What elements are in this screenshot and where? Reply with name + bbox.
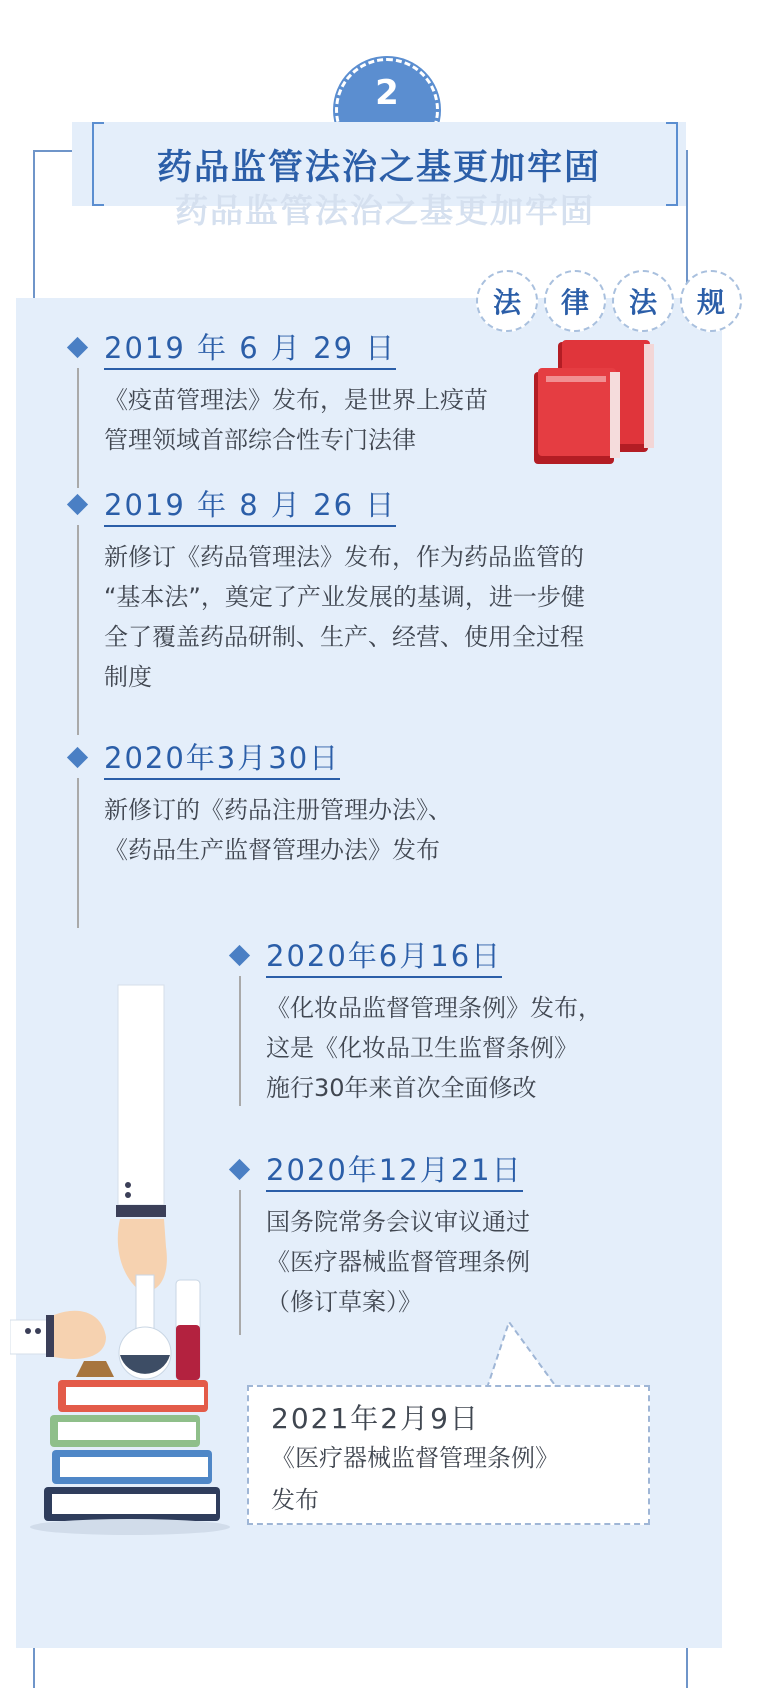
page-title: 药品监管法治之基更加牢固 [156,148,601,188]
timeline-line [77,368,79,488]
tag-row [476,270,742,332]
timeline-line [77,525,79,735]
section-number: 2 [375,73,399,113]
timeline-date: 2020年12月21日 [266,1152,523,1192]
science-books-illustration [10,975,240,1535]
desc-line: 管理领域首部综合性专门法律 [104,426,416,454]
desc-line: 国务院常务会议审议通过 [266,1208,530,1236]
tag-4: 规 [680,270,742,332]
callout-pointer [487,1322,567,1388]
desc-line: 新修订的《药品注册管理办法》、 [104,796,452,824]
desc-line: 全了覆盖药品研制、生产、经营、使用全过程 [104,623,584,651]
tag-3: 法 [612,270,674,332]
desc-line: “基本法”，奠定了产业发展的基调，进一步健 [104,583,585,611]
desc-line: 《医疗器械监督管理条例 [266,1248,530,1276]
desc-line: 制度 [104,663,152,691]
desc-line: 发布 [271,1486,319,1514]
timeline-description [266,1202,530,1322]
desc-line: 《疫苗管理法》发布，是世界上疫苗 [104,386,488,414]
tag-1: 法 [476,270,538,332]
timeline-description [104,380,488,460]
timeline-date: 2019 年 8 月 26 日 [104,487,396,527]
timeline-description [266,988,602,1108]
title-reflection: 药品监管法治之基更加牢固 [175,191,595,230]
desc-line: 《化妆品监督管理条例》发布， [266,994,602,1022]
red-books-icon [528,336,658,466]
desc-line: 这是《化妆品卫生监督条例》 [266,1034,578,1062]
tag-2: 律 [544,270,606,332]
desc-line: 《药品生产监督管理办法》发布 [104,836,440,864]
timeline-description [104,790,452,870]
final-callout [247,1385,650,1525]
timeline-date: 2020年3月30日 [104,740,340,780]
final-description [271,1437,559,1521]
desc-line: 施行30年来首次全面修改 [266,1074,537,1102]
timeline-description [104,537,585,697]
timeline-date: 2020年6月16日 [266,938,502,978]
timeline-date: 2019 年 6 月 29 日 [104,330,396,370]
timeline-line [77,778,79,928]
final-date: 2021年2月9日 [271,1402,480,1435]
desc-line: （修订草案）》 [266,1288,422,1316]
desc-line: 《医疗器械监督管理条例》 [271,1444,559,1472]
desc-line: 新修订《药品管理法》发布，作为药品监管的 [104,543,584,571]
